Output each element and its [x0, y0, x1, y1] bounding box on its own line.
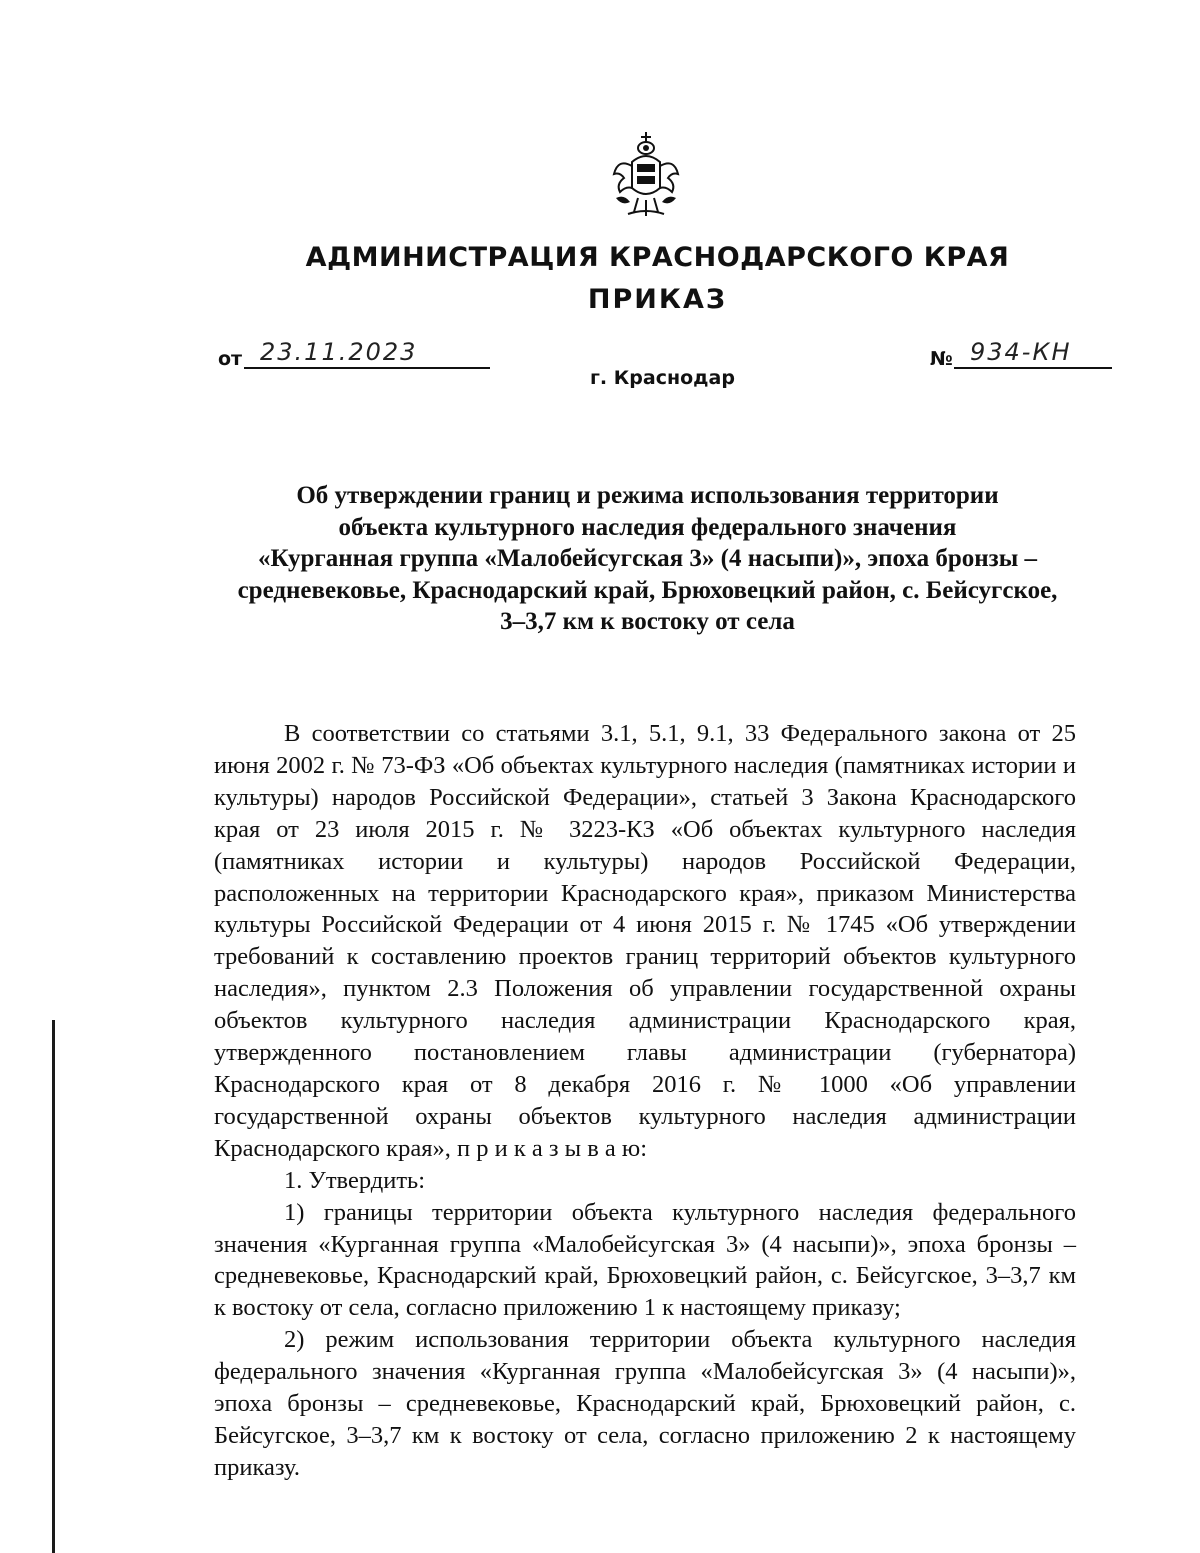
- title-line: 3–3,7 км к востоку от села: [500, 608, 795, 635]
- item-1-2: 2) режим использования территории объекта культурного наследия федерального значения «Курганная группа «Малобейсугская 3» (4 насыпи)», эпоха бронзы – средневековье, Краснодарский край, Брюховецкий район, с. Бейсугское, 3–3,7 км к востоку от села, согласно приложению 2 к настоящему приказу.: [214, 1326, 1076, 1481]
- krasnodar-coat-of-arms-icon: [606, 128, 686, 220]
- title-line: Об утверждении границ и режима использования территории: [296, 482, 999, 509]
- document-body: [214, 718, 1076, 1484]
- title-line: объекта культурного наследия федерального значения: [338, 513, 957, 541]
- item-1: 1. Утвердить:: [284, 1166, 426, 1194]
- number-field: [954, 338, 1112, 369]
- date-value: 23.11.2023: [260, 338, 418, 366]
- preamble-paragraph: В соответствии со статьями 3.1, 5.1, 9.1, 33 Федерального закона от 25 июня 2002 г. № 73-ФЗ «Об объектах культурного наследия (памятниках истории и культуры) народов Российской Федерации», статьей 3 Закона Краснодарского края от 23 июля 2015 г. № 3223-КЗ «Об объектах культурного наследия (памятниках истории и культуры) народов Российской Федерации, расположенных на территории Краснодарского края», приказом Министерства культуры Российской Федерации от 4 июня 2015 г. № 1745 «Об утверждении требований к составлению проектов границ территорий объектов культурного наследия», пунктом 2.3 Положения об управлении государственной охраны объектов культурного наследия администрации Краснодарского края, утвержденного постановлением главы администрации (губернатора) Краснодарского края от 8 декабря 2016 г. № 1000 «Об управлении государственной охраны объектов культурного наследия администрации Краснодарского края», п р и к а з ы в а ю:: [214, 720, 1076, 1162]
- document-title: [205, 480, 1090, 638]
- date-label: от: [218, 348, 243, 370]
- item-1-1: 1) границы территории объекта культурного наследия федерального значения «Курганная группа «Малобейсугская 3» (4 насыпи)», эпоха бронзы – средневековье, Краснодарский край, Брюховецкий район, с. Бейсугское, 3–3,7 км к востоку от села, согласно приложению 1 к настоящему приказу;: [214, 1198, 1076, 1322]
- organization-title: АДМИНИСТРАЦИЯ КРАСНОДАРСКОГО КРАЯ: [305, 242, 1010, 273]
- title-line: «Курганная группа «Малобейсугская 3» (4 насыпи)», эпоха бронзы –: [258, 545, 1037, 572]
- scan-edge-line: [52, 1020, 55, 1553]
- number-row: [930, 338, 1092, 372]
- document-type: ПРИКАЗ: [587, 284, 728, 315]
- title-line: средневековье, Краснодарский край, Брюховецкий район, с. Бейсугское,: [237, 576, 1058, 604]
- number-label: №: [930, 348, 953, 370]
- number-value: 934-КН: [970, 338, 1072, 366]
- date-field: [244, 338, 490, 369]
- city: г. Краснодар: [590, 367, 735, 389]
